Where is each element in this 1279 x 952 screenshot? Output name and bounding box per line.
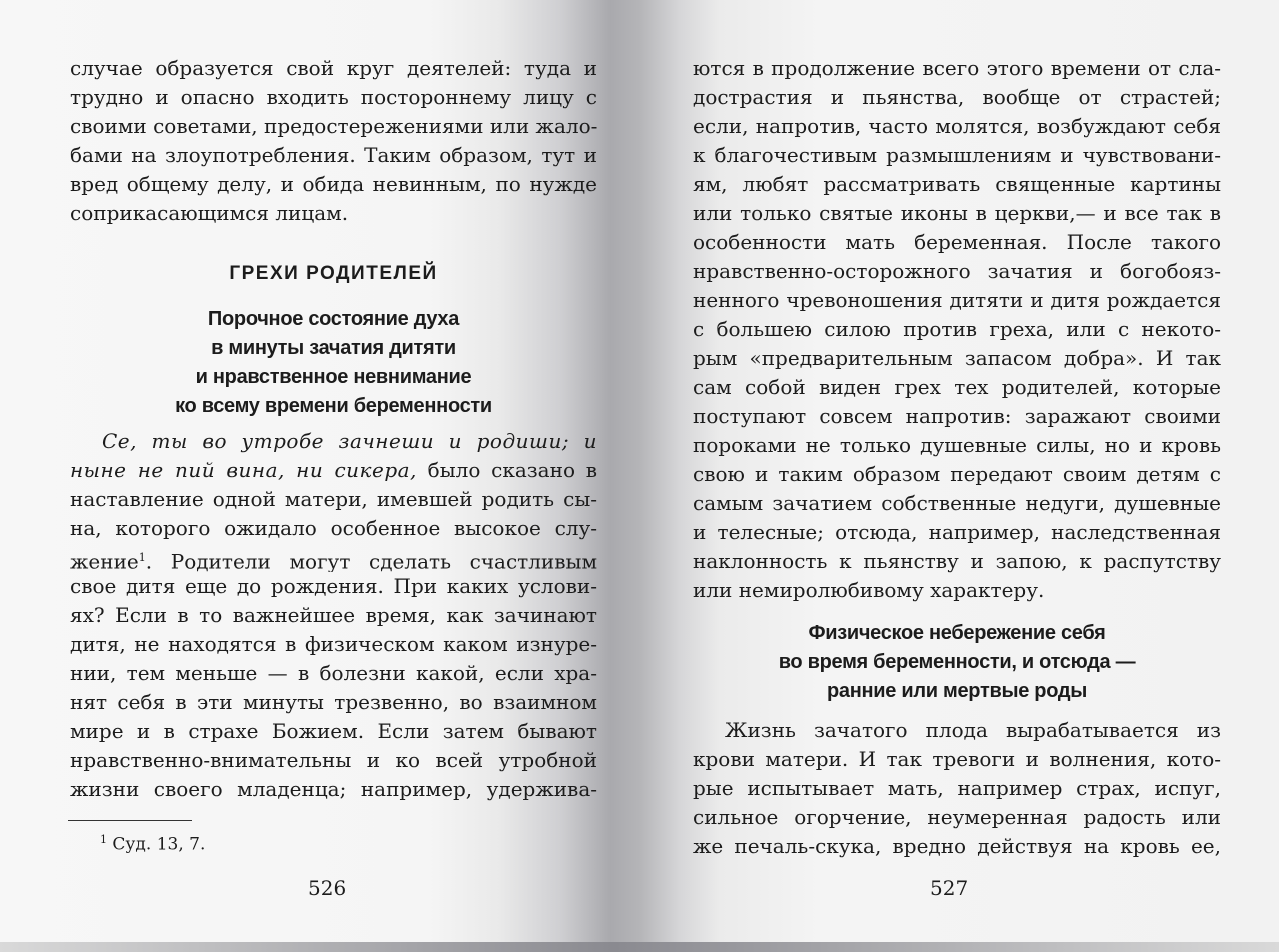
subtitle-line: в минуты зачатия дитяти [211, 337, 456, 359]
text-line: случае образуется свой круг деятелей: туда и [70, 56, 597, 80]
footnote-reference: 1 [138, 551, 146, 564]
text-line: ям, любят рассматривать священные картины [693, 172, 1221, 196]
text-line: сам собой виден грех тех родителей, которые [693, 375, 1221, 399]
subtitle-line: ко всему времени беременности [175, 395, 492, 417]
page-edge-shadow [0, 942, 1279, 952]
text-line: если, напротив, часто молятся, возбуждают себя [693, 114, 1221, 138]
text-line: рым «предварительным запасом добра». И так [693, 346, 1221, 370]
text-line: мире и в страхе Божием. Если затем бывают [70, 719, 597, 743]
text-span: . Родители могут сделать счастливым [145, 549, 597, 572]
quote-line [70, 427, 597, 456]
text-line: свое дитя еще до рождения. При каких услови- [70, 574, 597, 598]
text-line: крови матери. И так тревоги и волнения, кото- [693, 747, 1221, 771]
page-number-right: 527 [930, 876, 969, 900]
text-line: с большею силою против греха, или с некото- [693, 317, 1221, 341]
text-line: дострастия и пьянства, вообще от страстей; [693, 85, 1221, 109]
subtitle-line: Физическое небережение себя [808, 622, 1106, 644]
footnote-text: Суд. 13, 7. [107, 834, 206, 855]
subtitle-line: во время беременности, и отсюда — [778, 651, 1136, 673]
text-line: или немиролюбивому характеру. [693, 578, 1045, 602]
text-line: ются в продолжение всего этого времени от сла- [693, 56, 1221, 80]
subtitle [70, 305, 597, 421]
footnote-divider [68, 820, 192, 821]
text-line: нии, тем меньше — в болезни какой, если хра- [70, 661, 597, 685]
quote-line [70, 456, 597, 485]
text-line: самым зачатием собственные недуги, душевные [693, 491, 1221, 515]
text-line: рые испытывает мать, например страх, испуг, [693, 776, 1221, 800]
text-line: и телесные; отсюда, например, наследственная [693, 520, 1221, 544]
text-line [70, 543, 597, 572]
text-line: или только святые иконы в церкви,— и все так в [693, 201, 1221, 225]
text-line: ях? Если в то важнейшее время, как зачинают [70, 603, 597, 627]
text-line: наклонность к пьянству и запою, к распутству [693, 549, 1221, 573]
text-line: поступают совсем напротив: заражают своими [693, 404, 1221, 428]
text-line: бами на злоупотребления. Таким образом, тут и [70, 143, 597, 167]
text-line: же печаль-скука, вредно действуя на кровь ее, [693, 834, 1221, 858]
section-title: ГРЕХИ РОДИТЕЛЕЙ [229, 263, 438, 284]
footnote [100, 828, 205, 857]
text-line: нравственно-осторожного зачатия и богобояз- [693, 259, 1221, 283]
right-page [693, 54, 1221, 861]
text-line: пороками не только душевные силы, но и кровь [693, 433, 1221, 457]
text-line: нят себя в эти минуты трезвенно, во взаимном [70, 690, 597, 714]
text-span: было сказано в [416, 458, 597, 482]
text-line: наставление одной матери, имевшей родить сы- [70, 487, 597, 511]
text-span: жение [70, 549, 139, 572]
subtitle-line: ранние или мертвые роды [826, 680, 1088, 702]
text-line: вред общему делу, и обида невинным, по нужде [70, 172, 597, 196]
text-line: трудно и опасно входить постороннему лицу с [70, 85, 597, 109]
scripture-quote: ныне не пий вина, ни сикера, [70, 458, 417, 482]
text-line: свою и таким образом передают своим детям с [693, 462, 1221, 486]
scripture-quote: Се, ты во утробе зачнеши и родиши; и [102, 429, 597, 453]
subtitle-line: Порочное состояние духа [207, 308, 460, 330]
text-line: к благочестивым размышлениям и чувствовани- [693, 143, 1221, 167]
text-line: Жизнь зачатого плода вырабатывается из [725, 718, 1221, 742]
left-page [70, 54, 597, 804]
footnote-mark: 1 [100, 833, 107, 846]
subtitle [693, 619, 1221, 706]
text-line: дитя, не находятся в физическом каком изнуре- [70, 632, 597, 656]
text-line: жизни своего младенца; например, удержива- [70, 777, 597, 801]
text-line: своими советами, предостережениями или жало- [70, 114, 597, 138]
text-line: ненного чревоношения дитяти и дитя рождается [693, 288, 1221, 312]
text-line: соприкасающимся лицам. [70, 201, 349, 225]
text-line: особенности мать беременная. После такого [693, 230, 1221, 254]
text-line: нравственно-внимательны и ко всей утробной [70, 748, 597, 772]
text-line: на, которого ожидало особенное высокое слу- [70, 516, 597, 540]
page-number-left: 526 [308, 876, 347, 900]
subtitle-line: и нравственное невнимание [195, 366, 472, 388]
text-line: сильное огорчение, неумеренная радость или [693, 805, 1221, 829]
